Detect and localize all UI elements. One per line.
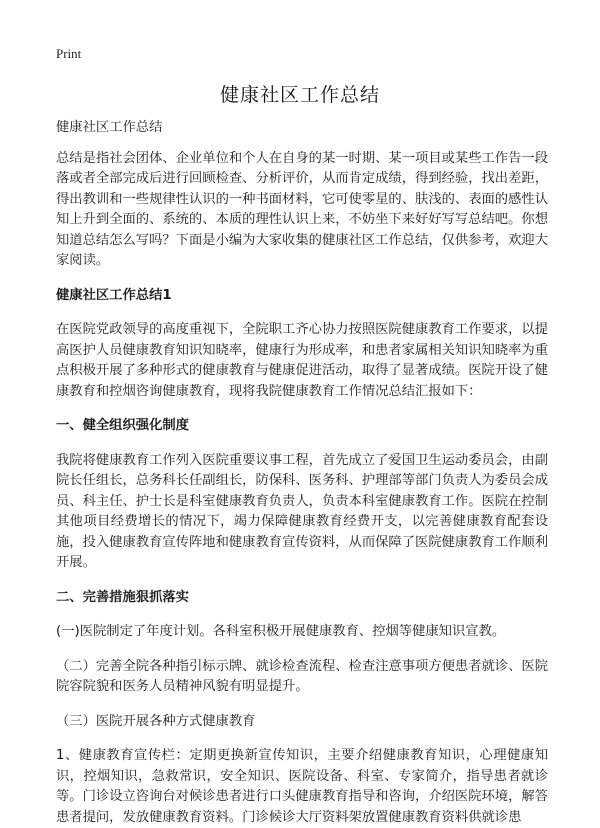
intro-paragraph: 总结是指社会团体、企业单位和个人在自身的某一时期、某一项目或某些工作告一段落或者全部完成后进行回顾检查、分析评价，从而肯定成绩，得到经验，找出差距，得出教训和一些规律性认识的一种书面材料，它可使零星的、肤浅的、表面的感性认知上升到全面的、系统的、本质的理性认识上来，不妨坐下来好好写写总结吧。你想知道总结怎么写吗？下面是小编为大家收集的健康社区工作总结，仅供参考，欢迎大家阅读。 xyxy=(56,150,548,268)
document-title: 健康社区工作总结 xyxy=(219,84,380,106)
document-body xyxy=(56,118,548,828)
subsection-heading-1: 一、健全组织强化制度 xyxy=(56,418,189,433)
section-heading: 健康社区工作总结1 xyxy=(56,287,172,303)
section-paragraph: 在医院党政领导的高度重视下，全院职工齐心协力按照医院健康教育工作要求，以提高医护人员健康教育知识知晓率，健康行为形成率，和患者家属相关知识知晓率为重点积极开展了多种形式的健康教育与健康促进活动，取得了显著成绩。医院开设了健康教育和控烟咨询健康教育，现将我院健康教育工作情况总结汇报如下： xyxy=(56,322,548,399)
list-item-4: 1、健康教育宣传栏：定期更换新宣传知识，主要介绍健康教育知识，心理健康知识，控烟知识，急救常识，安全知识、医院设备、科室、专家简介，指导患者就诊等。门诊设立咨询台对候诊患者进行口头健康教育指导和咨询，介绍医院环境，解答患者提问，发放健康教育资料。门诊候诊大厅资料架放置健康教育资料供就诊患 xyxy=(56,748,548,825)
list-item-3: （三）医院开展各种方式健康教育 xyxy=(56,713,256,729)
document-subtitle: 健康社区工作总结 xyxy=(56,120,163,135)
subsection-paragraph-1: 我院将健康教育工作列入医院重要议事工程，首先成立了爱国卫生运动委员会，由副院长任组长，总务科长任副组长，防保科、医务科、护理部等部门负责人为委员会成员、科主任、护士长是科室健康教育负责人，负责本科室健康教育工作。医院在控制其他项目经费增长的情况下，竭力保障健康教育经费开支，以完善健康教育配套设施，投入健康教育宣传阵地和健康教育宣传资料，从而保障了医院健康教育工作顺利开展。 xyxy=(56,452,548,570)
print-link[interactable]: Print xyxy=(56,46,82,61)
list-item-1: (一)医院制定了年度计划。各科室积极开展健康教育、控烟等健康知识宣教。 xyxy=(56,624,506,639)
subsection-heading-2: 二、完善措施狠抓落实 xyxy=(56,589,189,605)
list-item-2: （二）完善全院各种指引标示牌、就诊检查流程、检查注意事项方便患者就诊、医院院容院貌和医务人员精神风貌有明显提升。 xyxy=(56,658,548,694)
